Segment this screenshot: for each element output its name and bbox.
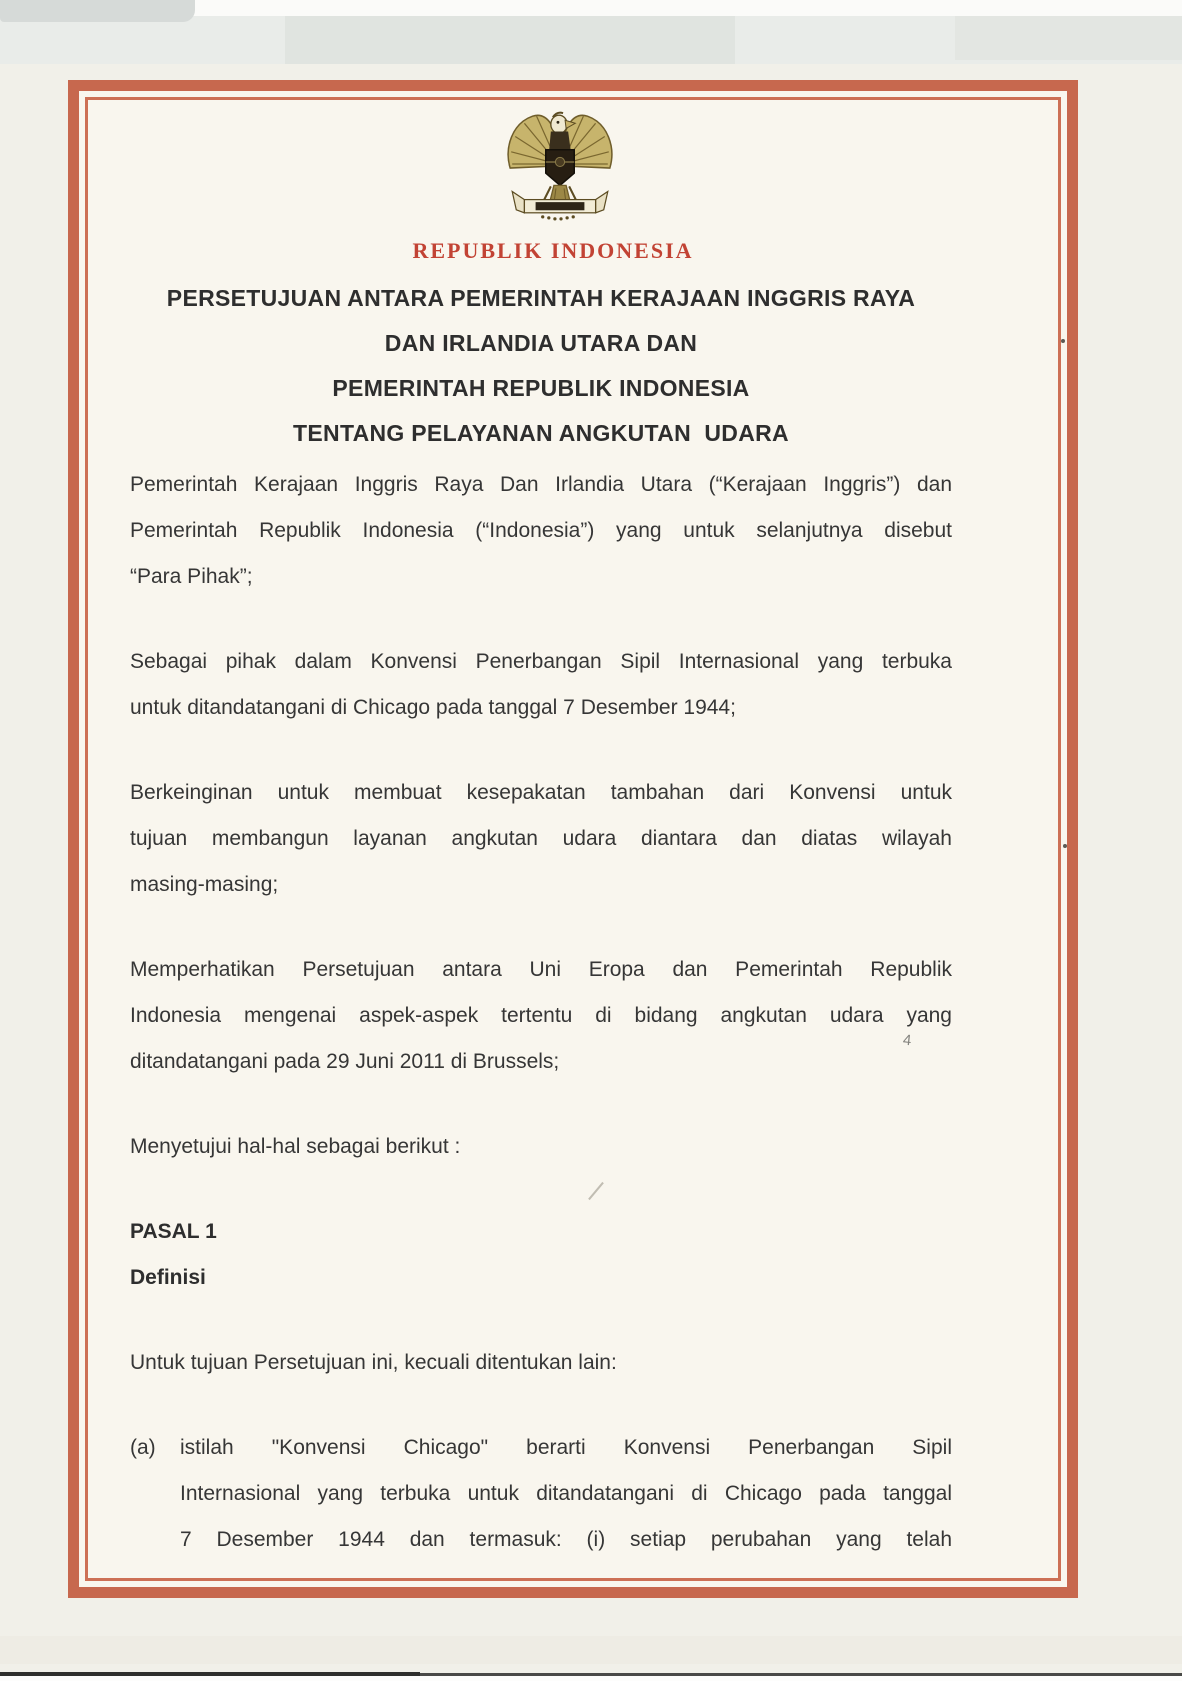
text-line: Memperhatikan Persetujuan antara Uni Eropa dan Pemerintah Republik (130, 958, 952, 981)
scan-stray-mark: 4 (902, 1031, 913, 1050)
title-line: DAN IRLANDIA UTARA DAN (384, 330, 698, 356)
preamble-paragraph-agree (130, 1124, 952, 1170)
text-line: Pemerintah Republik Indonesia (“Indonesia”) yang untuk selanjutnya disebut (130, 519, 952, 542)
document-body (130, 462, 952, 1602)
scan-shadow-patch (955, 16, 1182, 60)
preamble-paragraph-parties (130, 462, 952, 600)
text-line: Untuk tujuan Persetujuan ini, kecuali ditentukan lain: (130, 1351, 617, 1374)
text-line: tujuan membangun layanan angkutan udara diantara dan diatas wilayah (130, 827, 952, 850)
preamble-paragraph-desiring (130, 770, 952, 908)
country-heading: REPUBLIK INDONESIA (412, 238, 694, 263)
text-line: Indonesia mengenai aspek-aspek tertentu di bidang angkutan udara yang (130, 1004, 952, 1027)
article-heading (130, 1209, 952, 1301)
text-line: masing-masing; (130, 873, 279, 896)
scan-shadow-patch (0, 0, 195, 22)
text-line: Internasional yang terbuka untuk ditandatangani di Chicago pada tanggal (180, 1482, 952, 1505)
preamble-paragraph-eu-agreement (130, 947, 952, 1085)
preamble-paragraph-chicago-convention (130, 639, 952, 731)
list-marker: (a) (130, 1436, 156, 1459)
text-line: Menyetujui hal-hal sebagai berikut : (130, 1135, 461, 1158)
title-line: PEMERINTAH REPUBLIK INDONESIA (332, 375, 750, 401)
definition-item-a (130, 1425, 952, 1563)
scan-dot (1063, 844, 1067, 848)
text-line: “Para Pihak”; (130, 565, 253, 588)
text-line: Berkeinginan untuk membuat kesepakatan tambahan dari Konvensi untuk (130, 781, 952, 804)
title-line: TENTANG PELAYANAN ANGKUTAN UDARA (293, 420, 789, 446)
scan-bottom-white (0, 1676, 1182, 1681)
text-line: Sebagai pihak dalam Konvensi Penerbangan Sipil Internasional yang terbuka (130, 650, 952, 673)
text-line: istilah "Konvensi Chicago" berarti Konvensi Penerbangan Sipil (180, 1436, 952, 1459)
title-line: PERSETUJUAN ANTARA PEMERINTAH KERAJAAN INGGRIS RAYA (166, 285, 916, 311)
text-line: untuk ditandatangani di Chicago pada tanggal 7 Desember 1944; (130, 696, 736, 719)
text-line: Pemerintah Kerajaan Inggris Raya Dan Irlandia Utara (“Kerajaan Inggris”) dan (130, 473, 952, 496)
scan-shadow-patch (285, 16, 735, 64)
list-item-text (180, 1425, 952, 1563)
text-line: 7 Desember 1944 dan termasuk: (i) setiap perubahan yang telah (180, 1528, 952, 1551)
document-title (130, 276, 952, 456)
garuda-pancasila-emblem (500, 104, 620, 224)
scan-dot (1061, 339, 1065, 343)
article-number: PASAL 1 (130, 1220, 217, 1243)
scan-bottom-shading (0, 1636, 1182, 1664)
article-title: Definisi (130, 1266, 206, 1289)
definitions-intro (130, 1340, 952, 1386)
text-line: ditandatangani pada 29 Juni 2011 di Brussels; (130, 1050, 560, 1073)
